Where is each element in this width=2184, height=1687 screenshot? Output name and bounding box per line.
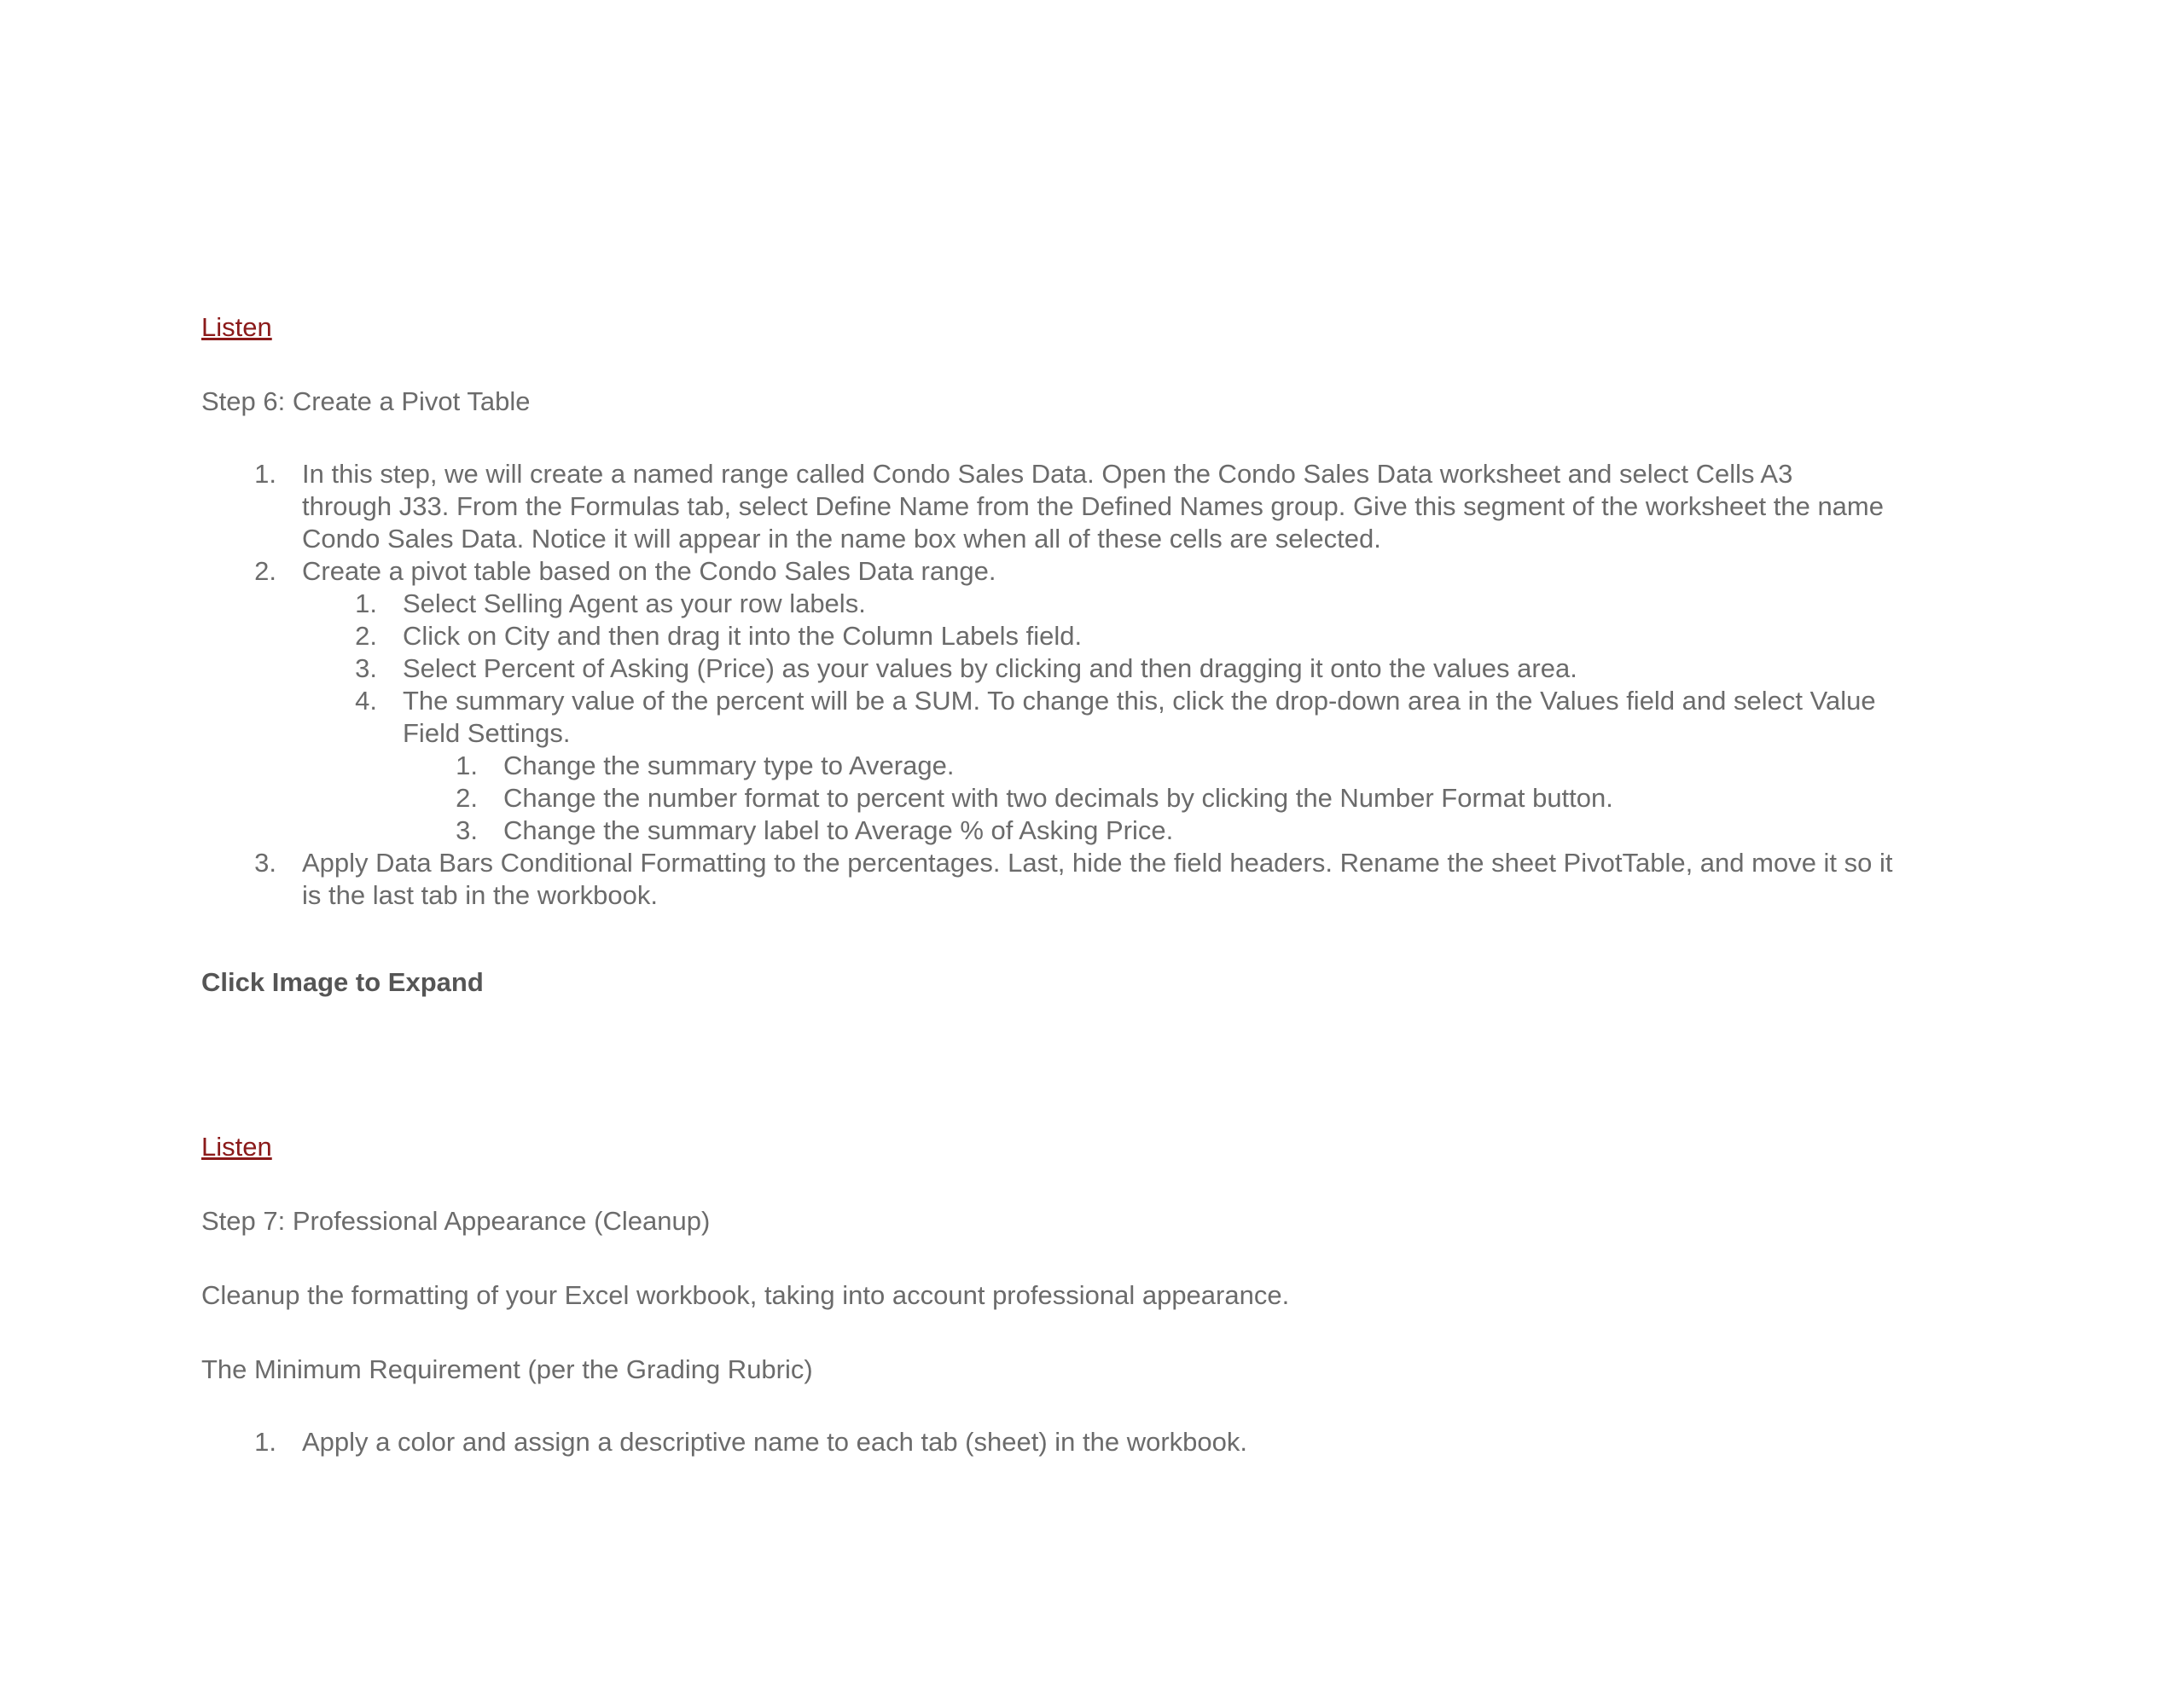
sublist-item-line: The summary value of the percent will be a SUM. To change this, click the drop-down area in the Values field and select Value: [403, 686, 1876, 716]
subsublist-item-number: 3.: [456, 815, 478, 845]
subsublist-item-line: Change the number format to percent with two decimals by clicking the Number Format button.: [503, 783, 1613, 813]
listen-link-step6[interactable]: Listen: [201, 312, 272, 342]
sublist-item-number: 1.: [355, 588, 377, 618]
list-item-line: through J33. From the Formulas tab, select Define Name from the Defined Names group. Give this segment of the worksheet the name: [302, 491, 1884, 521]
sublist-item-line: Field Settings.: [403, 718, 571, 748]
listen-link-step7[interactable]: Listen: [201, 1132, 272, 1162]
sublist-item-number: 4.: [355, 686, 377, 716]
list-item-number: 1.: [254, 1427, 276, 1457]
step7-description: Cleanup the formatting of your Excel workbook, taking into account professional appearance.: [201, 1280, 1290, 1310]
subsublist-item-line: Change the summary label to Average % of Asking Price.: [503, 815, 1174, 845]
click-image-to-expand[interactable]: Click Image to Expand: [201, 967, 484, 997]
list-item-number: 2.: [254, 556, 276, 586]
subsublist-item-line: Change the summary type to Average.: [503, 751, 955, 780]
step7-title: Step 7: Professional Appearance (Cleanup): [201, 1206, 711, 1236]
list-item-line: Apply Data Bars Conditional Formatting to the percentages. Last, hide the field headers. Rename the sheet PivotTable, and move it so it: [302, 848, 1893, 878]
subsublist-item-number: 2.: [456, 783, 478, 813]
list-item-line: Apply a color and assign a descriptive name to each tab (sheet) in the workbook.: [302, 1427, 1248, 1457]
list-item-line: In this step, we will create a named range called Condo Sales Data. Open the Condo Sales Data worksheet and select Cells A3: [302, 459, 1793, 489]
sublist-item-line: Select Selling Agent as your row labels.: [403, 588, 866, 618]
list-item-line: is the last tab in the workbook.: [302, 880, 659, 910]
subsublist-item-number: 1.: [456, 751, 478, 780]
list-item-line: Condo Sales Data. Notice it will appear in the name box when all of these cells are selected.: [302, 524, 1381, 554]
list-item-line: Create a pivot table based on the Condo Sales Data range.: [302, 556, 996, 586]
sublist-item-number: 2.: [355, 621, 377, 651]
step6-title: Step 6: Create a Pivot Table: [201, 386, 531, 416]
minimum-requirement-heading: The Minimum Requirement (per the Grading Rubric): [201, 1354, 813, 1384]
sublist-item-line: Click on City and then drag it into the Column Labels field.: [403, 621, 1083, 651]
sublist-item-number: 3.: [355, 653, 377, 683]
list-item-number: 1.: [254, 459, 276, 489]
sublist-item-line: Select Percent of Asking (Price) as your values by clicking and then dragging it onto the values area.: [403, 653, 1577, 683]
list-item-number: 3.: [254, 848, 276, 878]
